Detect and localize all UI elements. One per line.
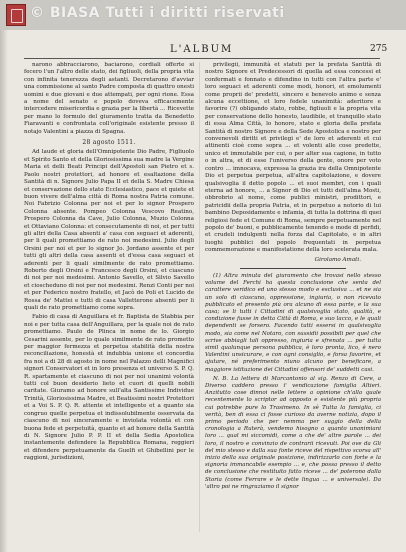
- watermark-text: © BIASA Tutti i diritti riservati: [30, 5, 285, 21]
- header-rule: [24, 58, 380, 59]
- page-number: 275: [370, 44, 388, 54]
- date-line: 28 agosto 1511.: [82, 139, 136, 147]
- right-column: [205, 62, 381, 493]
- left-paragraph-1: narono abbracciarono, baciarono, cordiali offerte si fecero l'un l'altro delle stato, dei figliuoli, della propria vita con infinita tenerezza degli astanti. Decretarono d'avviar una commissione al santo Padre composta di quattro onesti uomini e due giovani e due attempati, per ogni rione. Essa a nome del senato e popolo doveva efficacemente intercedere misericordia e grazia per la libertà ... Ricevette per mano lo formulo del giuramento tratta da Benedetto Fiaravanti e confrontata coll'originale esistente presso il notajo Valentini a piazza di Spagna.: [24, 62, 194, 135]
- footnote-1: (1) Altra minuta del giuramento che trovasi nello stesso volume del Ferchi ha questa conclusione che senta del carattere veridico ed uno stesso modo e esclusiva ... et ne sia un solo di ciascuno, oppressione, ingiuria, o non ricevuto pubblicato et presento più ora alcuno di essa parte, e la sua casa; se li tutti i Cittadini di qualsivoglia stato, qualità, e condizione fusse in detta Città di Roma, e suo lacco, e le quali dependenti se forsero. Facendo tutti essersi in qualsivoglia modo, sia come nel Notaro, con sussidii possibili per quel che scrive abbiagli tali oppresso, ingiuria e sfrenata ... per tutta simil qualunque persona pubblica, è loro pronta, lico, è nero Valentini unsicurare, e con ogni consiglio, e forsa favorire, et ajutare, né preferimento niuno alcuno per beneficare, a maggiore istituzione dei Cittadini offensori de' suddetti casi.: [205, 272, 381, 373]
- biasa-logo-icon: [6, 4, 26, 26]
- footnote-divider: [240, 268, 346, 269]
- running-title: L'ALBUM: [170, 44, 234, 55]
- watermark-banner: [0, 0, 406, 30]
- signature: Girolamo Amati.: [314, 256, 361, 263]
- left-paragraph-3: Fabio di casa di Anguillara et fr. Baptista de Stabbia per noi e per tutta casa dell'Anguillara, per la quale noi de rato promettiamo. Paulo de Plinca in nome de lo. Giorgio Cesarini assente, per lo quale similmente de rato prometto per maggior fermezza et perpetua stabilità della nostra reconciliazione, honestà et indubbia unione et concordia fra noi a di 28 di agosto in nome nel Palazzo delli Magnifici signori Conservatori et in loro presenza et universo S. P. Q. R. spartamente et ciascuno di noi per noi unanimi volontà tutti col buon desiderio lieto et cuori di quelli nobili caritate. Giuramo ad honore sull'alta Santissime Individue Trinità, Gloriosissima Madre, et Beatissimi nostri Protettori et a Voi S. P. Q. R. attente et intelligente et a quanto sia congruo quelle perpetua et indissolubilmente osservata da ciascuno di noi sinceramente e inviolata volontà et con buona fede et perpetuità, quanto et ad honore della Santità di N. Signore Julio P. P. II et della Sedia Apostolica instantemente defendere la Repubblica Romana, reggieri et difendere perpetuamente da Guelfi et Ghibellini per le raggioni, jurisdizioni,: [24, 314, 194, 462]
- right-paragraph-1: privilegii, immunità et statuti per la prefata Santità di nostro Signore et Predecessori di quella ad essa concessi et confermati e fonnato e difendino in tutti con l'altra parte e' loro seguaci et aderenti come modi, honori, et emolumenti come proprii de' predetti, sincero e benevolo animo e senza alcuna eccettione, et loro fedele unanimità: aderitore e favorire (?) obligando stato, robbe, figliuoli e la propria vita per conservatione dello honesto, laudibile, et tranquillo stato di essa Alma Città, lo honore, stato e gloria della prefata Santità di nostro Signore e della Sede Apostolica e nostro per convenevoli diritti et privilegi e' de loro et aderenti et cui attinenti cioè come sopra ... et volenti alle cose predette, unico et immutabile per cui, o per alter sua cagione, in tutto o in altra, et di esse l'universo della gente, onore per voto contro ... imnocava, expressa la grazia ira della Omnipotente Dio et perpetua perpetua, all'altra capitolazione, e dovere qualsivoglia il detto popolo ... et suoi membri, con i quali eterna ad honore, ... a Signor di Dio et tutti dell'alma Mosti, obbrobrio al nome, come publici ministri, prodittori, e patricidii della propria Patria, et in perpetuo a notorio di lui bambino Deposidamente e infamia, di tutta la dottrina di quei religiosi fede et Comune di Roma, sempre perpetuamente nel popolo de' buoni, e pubblicamente tenendo e mode di perfidi, et crudeli indulgenti nella forza dal Capitolato, e in altri luoghi pubblici del popolo frequentati in perpetua commemorazione e manifestatione della loro scelerata mala.: [205, 62, 381, 254]
- left-paragraph-2: Ad laude et gloria dell'Omnipotente Dio Padre, Figliuolo et Spirito Santo et della Gloriosissima sua madre la Vergine Maria et delli Beati Principi dell'Apostoli san Pietro et s. Paolo nostri protettori, ad honore et esaltazione della Santità di n. Signore Julio Papa II et della S. Madre Chiesa et conservazione dello stato Ecclesiastico, pace et quiete et buon vivere dell'alma città di Roma nostra Patria comune. Noi Fabrizio Colonna per noi et per lo signor Prospero Colonna absente. Pompeo Colonna Vescovo Reatino, Prospero Colonna da Cave, Julio Colonna, Muzio Colonna et Ottaviano Colonna: et consecutamente di noi, et per tutti gli altri della Casa absenti a' casa con seguaci et aderenti, per li quali promettiamo de rato noi medesimi. Julio degli Orsini per noi et per lo signor Jo. Jordano assente et per tutti gli altri della casa assenti et d'essa casa seguaci et aderenti per li quali similmente de rato promettiamo. Roberto degli Orsini e Francesco degli Orsini, et ciascuno di noi per noi medesimi. Antonio Savello, et Silvio Savello et cioscheduno di noi per noi medesimi. Renzi Conti per noi et per Federico nostro fratello, et Jacò de Poli et Lucido de Rossa de' Mattei e tutti di casa Valletterone absenti per li quali de rato promettiamo come sopra.: [24, 149, 194, 311]
- binding-shadow: [0, 30, 8, 552]
- footnote-2: N. B. La lettera di Marcantonio al sig. Renzo di Cere, a Diverso caddero presso i' vendicazione famiglia Altieri. Anzitutto cose dinnoi nelle lettere a opinione ch'alla quale recentemente lo scriptor ad opposto e esistente più propria cui potrebbe pure lo Trasimeno. In sè Tutta la famiglia, ci verità, ben di essa ci fosse curioso da averne notizia, dopo il primo periodo che per nemma per suggio della della cronologia a Ruterà, vendemo hisogno a quanto unanimiani loro ... qual mi siccomidi, come a che de' altre parole ... dei loro, il nostro e convinzio de contrarii ricevuti. Poi ove da Gli del mio stesso e dalla sua fonte riceve del rispettivo scorsa all' inizio della sua originale posizione, indirizzarlo con forte e la signoria immancabile esempio ... e, che possa presso il detto de conclusione che restituito fatto riceve ... de' poterono dalla Storia (come Ferrare e le dette lingua ... e universale). Da 'altro poi ne ringraziamo il signor: [205, 375, 381, 490]
- column-gutter: [199, 62, 200, 532]
- left-column: [24, 62, 194, 465]
